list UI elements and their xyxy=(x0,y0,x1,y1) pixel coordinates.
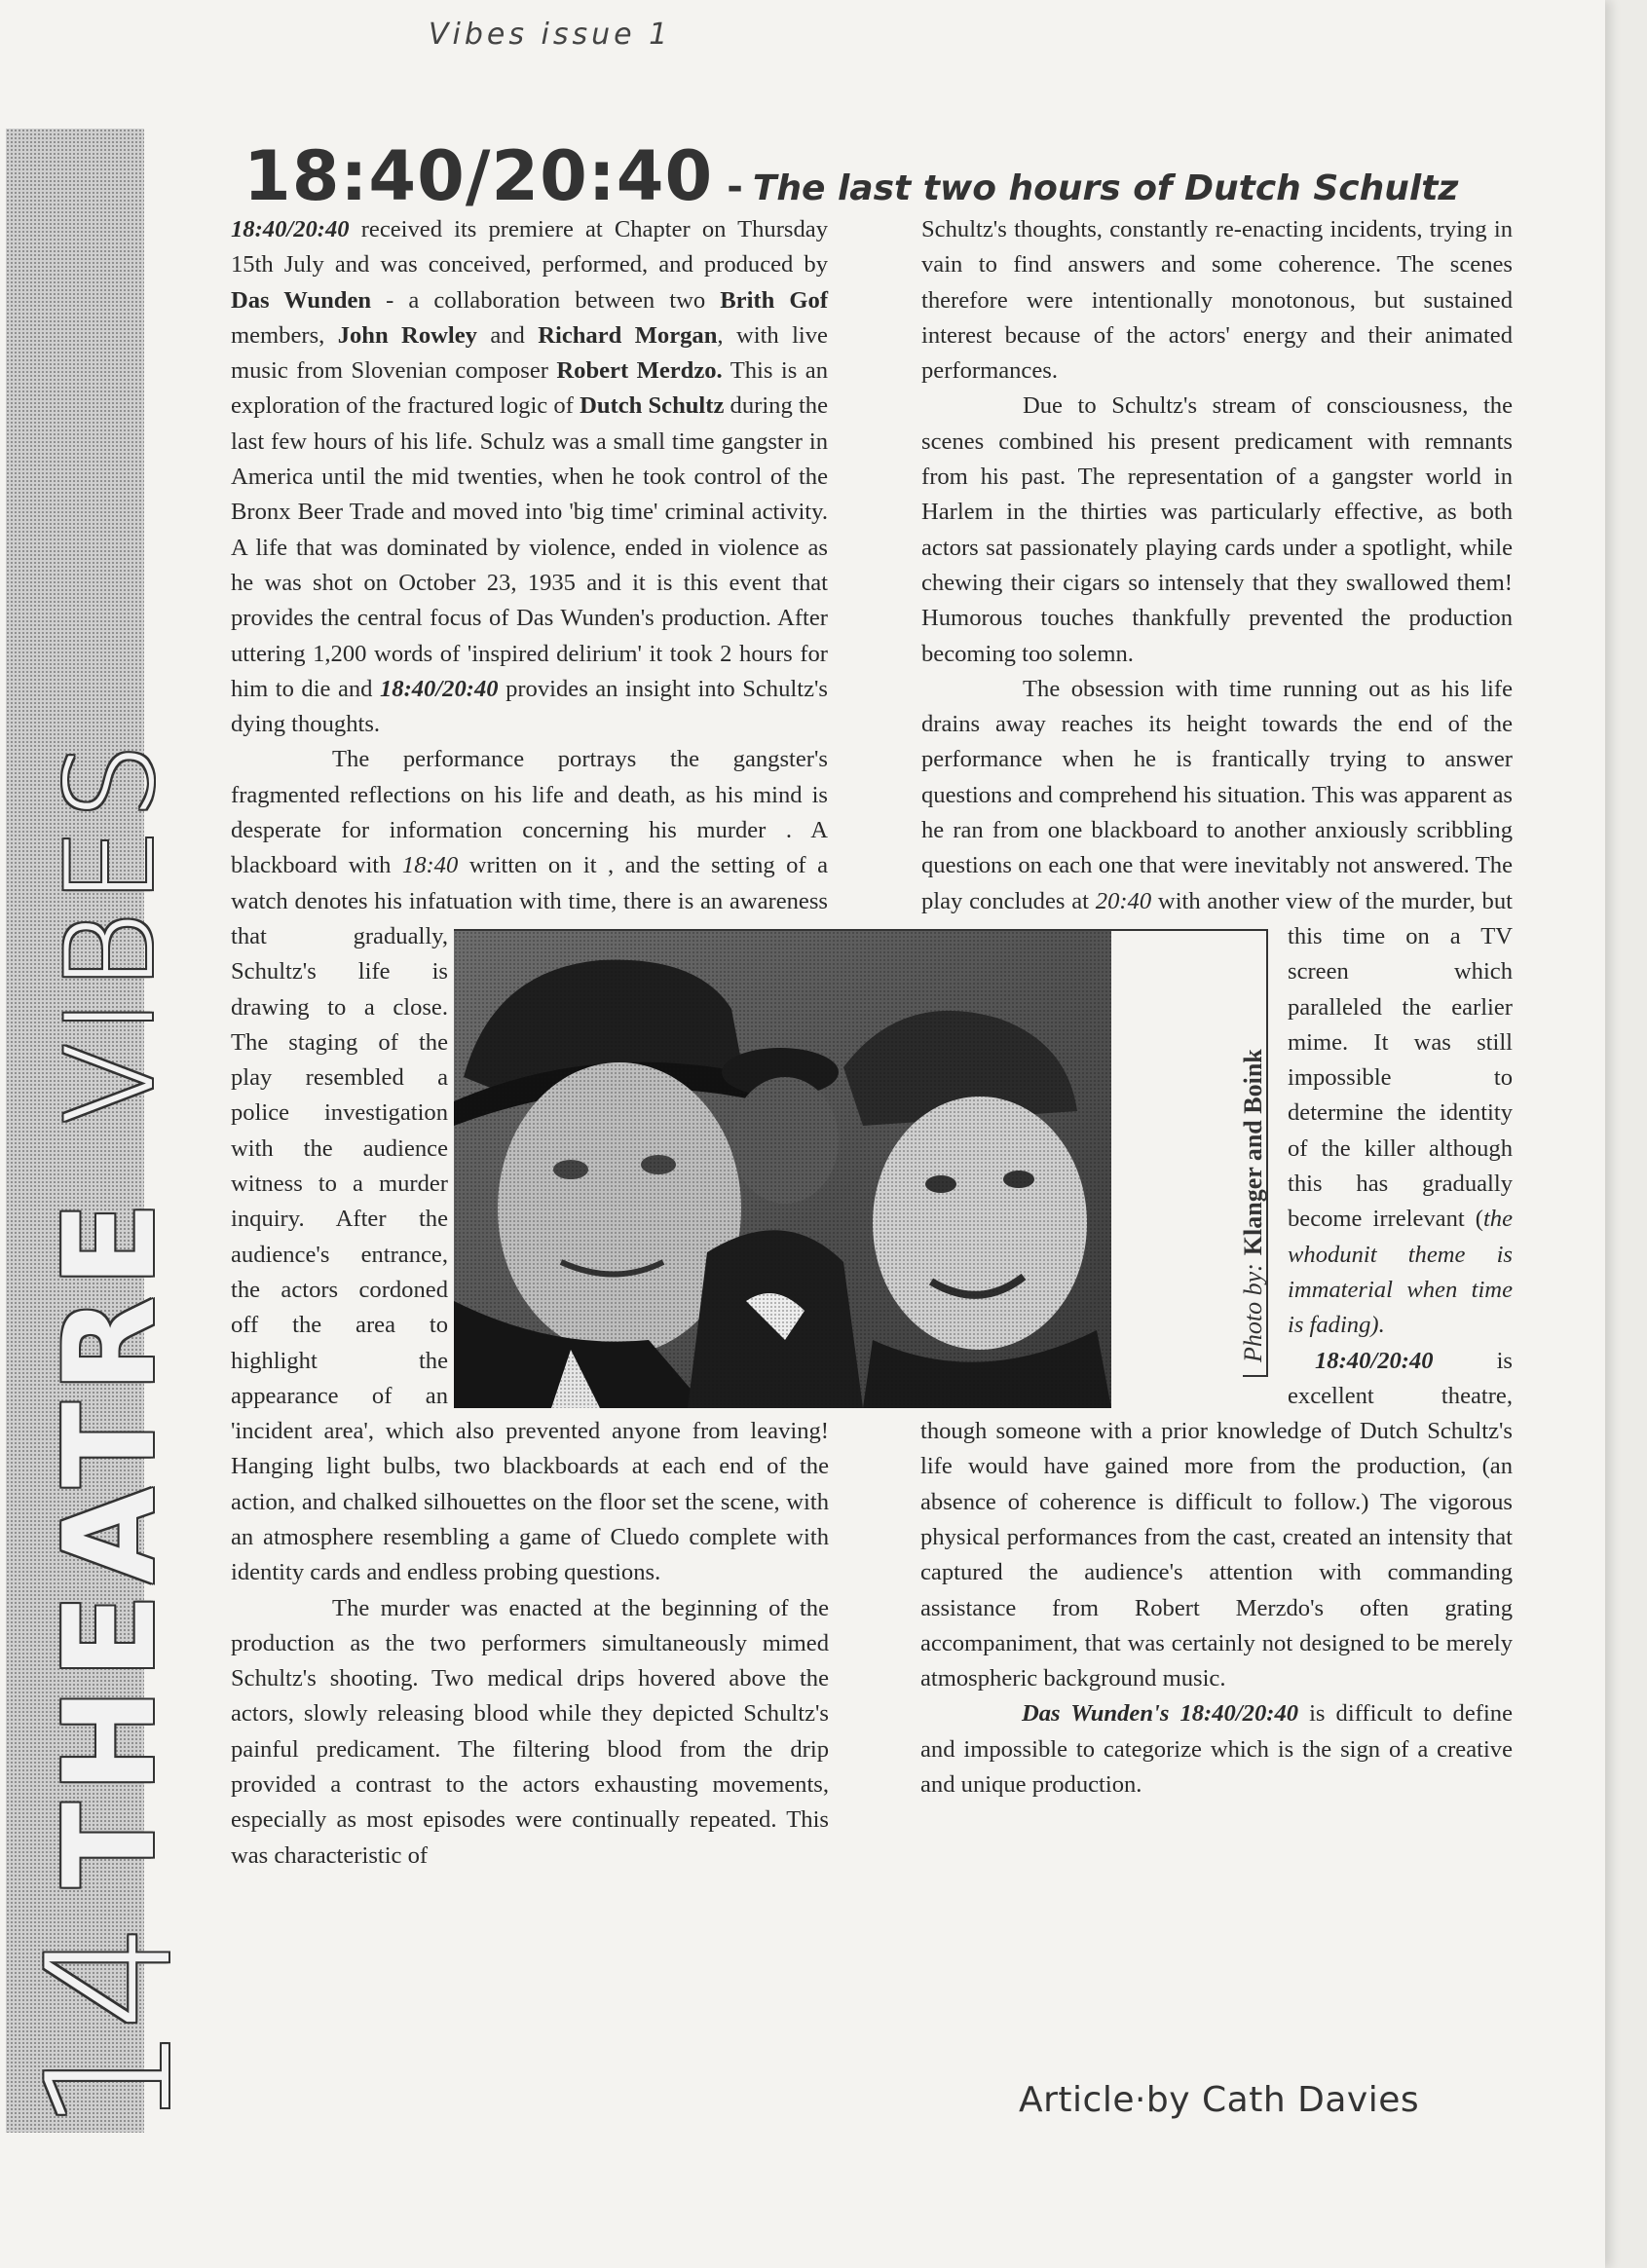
magazine-name: VIBES xyxy=(40,735,181,1125)
time-mention: 20:40 xyxy=(1095,887,1152,914)
show-title: Das Wunden's 18:40/20:40 xyxy=(1022,1700,1299,1728)
text-run: written on it , and the setting of a watch denotes his infatuation with time, there is an awareness that gradually, Schultz's life is drawing to a close. The staging of the play resembled a police investigation with the audience witness to a murder inquiry. After the audience's entrance, the actors cordoned off the area to highlight the appearance of an 'incident area', which also prevented anyone from leaving! Hanging light bulbs, two blackboards at each end of the action, and chalked silhouettes on the floor set the scene, with an atmosphere resembling a game of Cluedo complete with identity cards and endless probing questions. xyxy=(231,852,829,1586)
text-run: provides an insight into Schultz's dying thoughts. xyxy=(231,675,828,738)
company-name: Brith Gof xyxy=(720,286,829,314)
headline xyxy=(243,136,1458,216)
time-mention: 18:40 xyxy=(401,852,459,879)
text-run: the whodunit theme is immaterial when time is fading). xyxy=(1288,1206,1513,1339)
byline: Article·by Cath Davies xyxy=(1019,2080,1420,2120)
text-run: - a collaboration between two xyxy=(371,286,721,314)
paragraph xyxy=(231,212,829,742)
text-run: during the last few hours of his life. Schulz was a small time gangster in America until the mid twenties, when he took control of the Bronx Beer Trade and moved into 'big time' criminal activity. A life that was dominated by violence, ended in violence as he was shot on October 23, 1935 and it is this event that provides the central focus of Das Wunden's production. After uttering 1,200 words of 'inspired delirium' it took 2 hours for him to die and xyxy=(231,392,828,702)
paragraph: The murder was enacted at the beginning of the production as the two performers simultaneously mimed Schultz's shooting. Two medical drips hovered above the actors, slowly releasing blood while they depicted Schultz's painful predicament. The filtering blood from the drip provided a contrast to the actors exhausting movements, especially as most episodes were continually repeated. This was characteristic of xyxy=(231,1594,829,1869)
headline-title: 18:40/20:40 xyxy=(243,136,714,216)
performer-name: John Rowley xyxy=(337,321,477,349)
paragraph: Due to Schultz's stream of consciousness, the scenes combined his present predicament with remnants from his past. The representation of a gangster world in Harlem in the thirties was particularly effective, as both actors sat passionately playing cards under a spotlight, while chewing their cigars so intensely that they swallowed them! Humorous touches thankfully prevented the production becoming too solemn. xyxy=(921,392,1513,667)
text-run: received its premiere at Chapter on Thursday 15th July and was conceived, performed, and produced by xyxy=(231,216,828,279)
issue-number: 14 xyxy=(12,1927,209,2133)
photo-credit-label: Photo by: xyxy=(1239,1263,1267,1362)
company-name: Das Wunden xyxy=(231,286,372,314)
paragraph xyxy=(920,1696,1513,1803)
text-run: , with live music from Slovenian composer xyxy=(231,321,828,385)
show-title: 18:40/20:40 xyxy=(379,675,499,702)
performer-name: Richard Morgan xyxy=(538,321,718,349)
show-title: 18:40/20:40 xyxy=(1315,1347,1434,1374)
text-run: and xyxy=(476,321,539,349)
handwritten-note: Vibes issue 1 xyxy=(429,18,672,52)
paragraph: Schultz's thoughts, constantly re-enacting incidents, trying in vain to find answers and some coherence. The scenes therefore were intentionally monotonous, but sustained interest because of the actors' energy and their animated performances. xyxy=(921,216,1513,385)
text-run: This is an exploration of the fractured logic of xyxy=(231,357,828,420)
text-run: The performance portrays the gangster's fragmented reflections on his life and death, as his mind is desperate for information concerning his murder . A blackboard with xyxy=(231,746,828,879)
wrap-spacer xyxy=(920,929,1288,1406)
wrap-spacer xyxy=(828,212,829,929)
text-run: The obsession with time running out as his life drains away reaches its height towards the end of the performance when he is frantically trying to answer questions and comprehend his situation. This was apparent as he ran from one blackboard to another anxiously scribbling questions on each one that were inevitably not answered. The play concludes at xyxy=(921,675,1513,914)
subject-name: Dutch Schultz xyxy=(580,392,725,420)
composer-name: Robert Merdzo. xyxy=(556,357,723,385)
text-run: is difficult to define and impossible to categorize which is the sign of a creative and unique production. xyxy=(920,1700,1514,1799)
text-run: is excellent theatre, though someone with a prior knowledge of Dutch Schultz's life would have gained more from the production, (an absence of coherence is difficult to follow.) The vigorous physical performances from the cast, created an intensity that captured the audience's attention with commanding assistance from Robert Merzdo's often grating accompaniment, that was certainly not designed to be merely atmospheric background music. xyxy=(920,1347,1513,1692)
text-run: with another view of the murder, but this time on a TV screen which paralleled the earlier mime. It was still impossible to determine the identity of the killer although this has gradually become irrelevant ( xyxy=(1151,887,1513,1233)
text-run: members, xyxy=(231,321,338,349)
photo-credit-name: Klanger and Boink xyxy=(1239,1049,1267,1256)
side-banner-text xyxy=(12,735,209,2133)
article-column-right xyxy=(920,212,1513,1803)
headline-subtitle: The last two hours of Dutch Schultz xyxy=(752,168,1459,208)
section-title: THEATRE xyxy=(38,1191,183,1888)
show-title: 18:40/20:40 xyxy=(231,216,350,242)
headline-separator: - xyxy=(727,165,743,209)
